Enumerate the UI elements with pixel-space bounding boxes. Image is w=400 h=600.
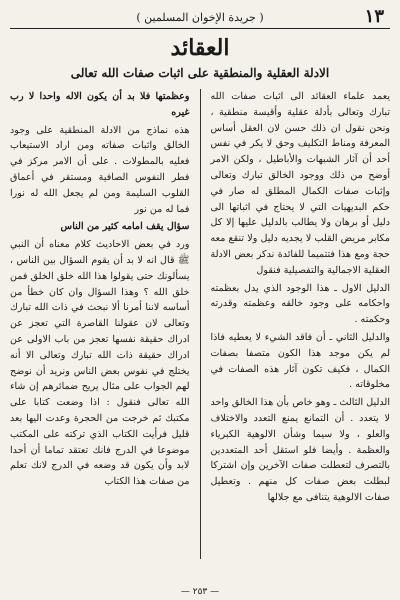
paragraph: يعمد علماء العقائد الى اثبات صفات الله تبارك وتعالى بأدلة عقلية وأقيسة منطقية ، ونحن نقول ان ذلك حسن لان العقل أساس المعرفة ومناط التكليف وحق لا يكر في نفس أحد أن آثار الشبهات والأباطيل ، ولكن الامر أوضح من ذلك ووجود الخالق تبارك وتعالى وإثبات صفات الكمال المطلق له صار في حكم البديهيات التي لا يحتاج في اثباتها الى دليل أو برهان ولا يطالب بالدليل عليها إلا كل مكابر مريض القلب لا يجديه دليل ولا تنقع معه حجة ومع هذا فتتميما للفائدة ندكر بعض الادلة العقلية الاجمالية والتفصيلية فنقول bbox=[210, 91, 390, 276]
column-divider bbox=[200, 89, 201, 559]
paragraph: الدليل الاول ـ هذا الوجود الذي يدل بعظمته واحكامه على وجود خالقه وعظمته وقدرته وحكمته . bbox=[210, 282, 390, 326]
journal-name: ( جريدة الإخوان المسلمين ) bbox=[136, 10, 264, 24]
article-subtitle: الادلة العقلية والمنطقية على اثبات صفات الله تعالى bbox=[70, 66, 330, 80]
section-heading: سؤال يقف امامه كثير من الناس bbox=[60, 221, 190, 233]
paragraph: وعظمتها فلا بد أن يكون الاله واحدا لا رب غيره bbox=[10, 91, 190, 118]
left-column bbox=[10, 89, 190, 559]
right-column bbox=[210, 89, 390, 559]
paragraph: الدليل الثالث ـ وهو خاص بأن هذا الخالق واحد لا يتعدد . أن التمانع يمنع التعدد والاختلاف والعلو ، ولا سيما وشأن الالوهية الكبرياء والعظمة . وأيضا فلو استقل أحد المتعددين بالتصرف لتعطلت صفات الآخرين وإن اشتركا لبطلت بعض صفات كل منهم . وتعطيل صفات الالوهية يتنافى مع جلالها bbox=[210, 397, 390, 503]
paragraph: والدليل الثاني ـ أن فاقد الشيء لا يعطيه فاذا لم يكن موجد هذا الكون متصفا بصفات الكمال ، فكيف تكون آثار هذه الصفات في مخلوقاته . bbox=[210, 331, 390, 391]
article-body bbox=[10, 89, 390, 559]
page-number: ١٣ bbox=[364, 6, 384, 27]
page-header bbox=[10, 6, 390, 29]
paragraph: ورد في بعض الاحاديث كلام معناه أن النبي ﷺ قال انه لا بد أن يقوم السؤال بين الناس ، يسألونك حتى يقولوا هذا الله خلق الخلق فمن خلق الله ؟ وهذا السؤال وان كان خطأ من أساسه لاننا أمرنا ألا نبحث في ذات الله تبارك وتعالى لان عقولنا القاصرة التي تعجز عن ادراك حقيقة نفسها تعجز من باب الاولى عن ادراك حقيقة ذات الله تبارك وتعالى الا أنه يختلج في نفوس بعض الناس ونريد أن نوضح لهم الجواب على مثال يريح ضمائرهم إن شاء الله تعالى فنقول : اذا وضعت كتابا على مكتبك ثم خرجت من الحجرة وعدت اليها بعد قليل فرأيت الكتاب الذي تركته على المكتب موضوعا في الدرج فانك تعتقد تماما أن أحدا لابد وأن يكون قد وضعه في الدرج لانك تعلم من صفات هذا الكتاب bbox=[10, 239, 190, 488]
article-title: العقائد bbox=[170, 35, 230, 61]
page-folio: — ٢٥٣ — bbox=[180, 587, 220, 597]
paragraph: هذه نماذج من الادلة المنطقية على وجود الخالق واثبات صفاته ومن اراد الاستيعاب فعليه بالمطولات . على أن الامر مركز في فطر النفوس الصافية ومستقر في أعماق القلوب السليمة ومن لم يجعل الله له نورا فما له من نور bbox=[10, 124, 190, 215]
